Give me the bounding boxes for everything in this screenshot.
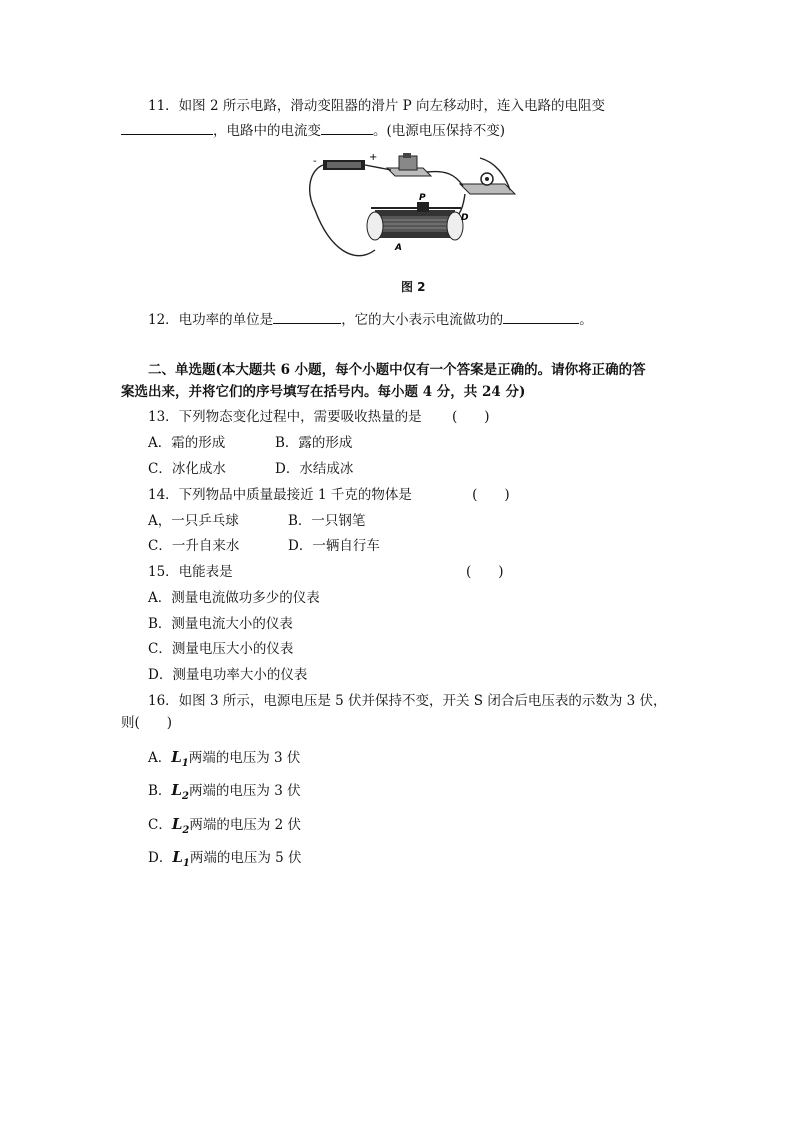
- symbol-l1: [172, 848, 190, 869]
- fig-a-label: A: [395, 243, 402, 253]
- fig-p-label: P: [419, 193, 426, 203]
- q12-line: [148, 310, 593, 329]
- q16-option-d-text: 两端的电压为 5 伏: [189, 850, 302, 866]
- symbol-l1: [171, 748, 189, 769]
- q11-line1: 11．如图 2 所示电路，滑动变阻器的滑片 P 向左移动时，连入电路的电阻变: [148, 98, 606, 114]
- symbol-l2: [171, 781, 189, 802]
- q14-stem: [148, 486, 510, 504]
- q13-option-c: C．冰化成水: [148, 461, 226, 477]
- symbol-subscript: 1: [181, 758, 189, 769]
- q16-option-b: [148, 781, 301, 806]
- q14-option-d: D．一辆自行车: [288, 538, 380, 554]
- symbol-subscript: 2: [182, 825, 190, 836]
- q14-stem-text: 14．下列物品中质量最接近 1 千克的物体是: [148, 487, 412, 503]
- symbol-l2: [171, 815, 190, 836]
- q15-stem: [148, 563, 504, 581]
- q16-option-a: [148, 748, 300, 773]
- q16-option-d: [148, 848, 302, 873]
- q16-option-c-prefix: C．: [148, 817, 172, 833]
- fig-plus-label: +: [369, 152, 378, 163]
- q16-line1: 16．如图 3 所示，电源电压是 5 伏并保持不变，开关 S 闭合后电压表的示数为 3 伏，: [148, 693, 667, 709]
- section2-heading-line2: 案选出来，并将它们的序号填写在括号内。每小题 4 分，共 24 分): [121, 384, 526, 400]
- q11-line2: [121, 121, 505, 140]
- q15-option-c: C．测量电压大小的仪表: [148, 641, 294, 657]
- q12-start: 12．电功率的单位是: [148, 312, 274, 328]
- symbol-subscript: 2: [181, 791, 189, 802]
- q14-option-a: A，一只乒乓球: [148, 513, 239, 529]
- fig-d-label: D: [461, 213, 469, 223]
- q14-option-b: B．一只钢笔: [288, 513, 366, 529]
- q16-line2[interactable]: 则( ): [121, 715, 173, 731]
- q12-blank-meaning[interactable]: [503, 310, 579, 324]
- q12-end: 。: [579, 312, 593, 328]
- q14-option-c: C．一升自来水: [148, 538, 240, 554]
- q16-option-d-prefix: D．: [148, 850, 173, 866]
- q11-blank-resistance[interactable]: [121, 121, 213, 135]
- q16-option-b-prefix: B．: [148, 783, 172, 799]
- q11-blank-current[interactable]: [321, 121, 373, 135]
- symbol-l-letter: L: [171, 781, 182, 799]
- q16-option-b-text: 两端的电压为 3 伏: [188, 783, 301, 799]
- q11-line2-end: 。(电源电压保持不变): [373, 123, 506, 139]
- symbol-l-letter: L: [171, 815, 183, 833]
- q16-option-c: [148, 815, 301, 840]
- q13-option-d: D．水结成冰: [275, 461, 354, 477]
- q13-option-b: B．露的形成: [275, 435, 353, 451]
- figure-2-caption: 图 2: [401, 280, 426, 294]
- symbol-subscript: 1: [182, 858, 190, 869]
- circuit-figure-2: [305, 150, 520, 275]
- q13-stem: [148, 408, 490, 426]
- symbol-l-letter: L: [172, 848, 183, 866]
- q15-stem-text: 15．电能表是: [148, 564, 233, 580]
- section2-heading-line1: 二、单选题(本大题共 6 小题，每个小题中仅有一个答案是正确的。请你将正确的答: [148, 362, 646, 378]
- q13-stem-text: 13．下列物态变化过程中，需要吸收热量的是: [148, 409, 422, 425]
- q16-option-a-text: 两端的电压为 3 伏: [188, 750, 301, 766]
- q11-line2-mid: ，电路中的电流变: [213, 123, 321, 139]
- q13-option-a: A．霜的形成: [148, 435, 226, 451]
- q15-option-d: D．测量电功率大小的仪表: [148, 667, 308, 683]
- q15-option-a: A．测量电流做功多少的仪表: [148, 590, 320, 606]
- q12-blank-unit[interactable]: [273, 310, 341, 324]
- q14-answer-paren[interactable]: ( ): [472, 487, 510, 503]
- q15-answer-paren[interactable]: ( ): [466, 564, 504, 580]
- q16-option-c-text: 两端的电压为 2 伏: [189, 817, 302, 833]
- q16-option-a-prefix: A．: [148, 750, 172, 766]
- q13-answer-paren[interactable]: ( ): [451, 409, 490, 425]
- fig-minus-label: -: [313, 156, 317, 167]
- q15-option-b: B．测量电流大小的仪表: [148, 616, 293, 632]
- q12-mid: ，它的大小表示电流做功的: [341, 312, 504, 328]
- symbol-l-letter: L: [171, 748, 182, 766]
